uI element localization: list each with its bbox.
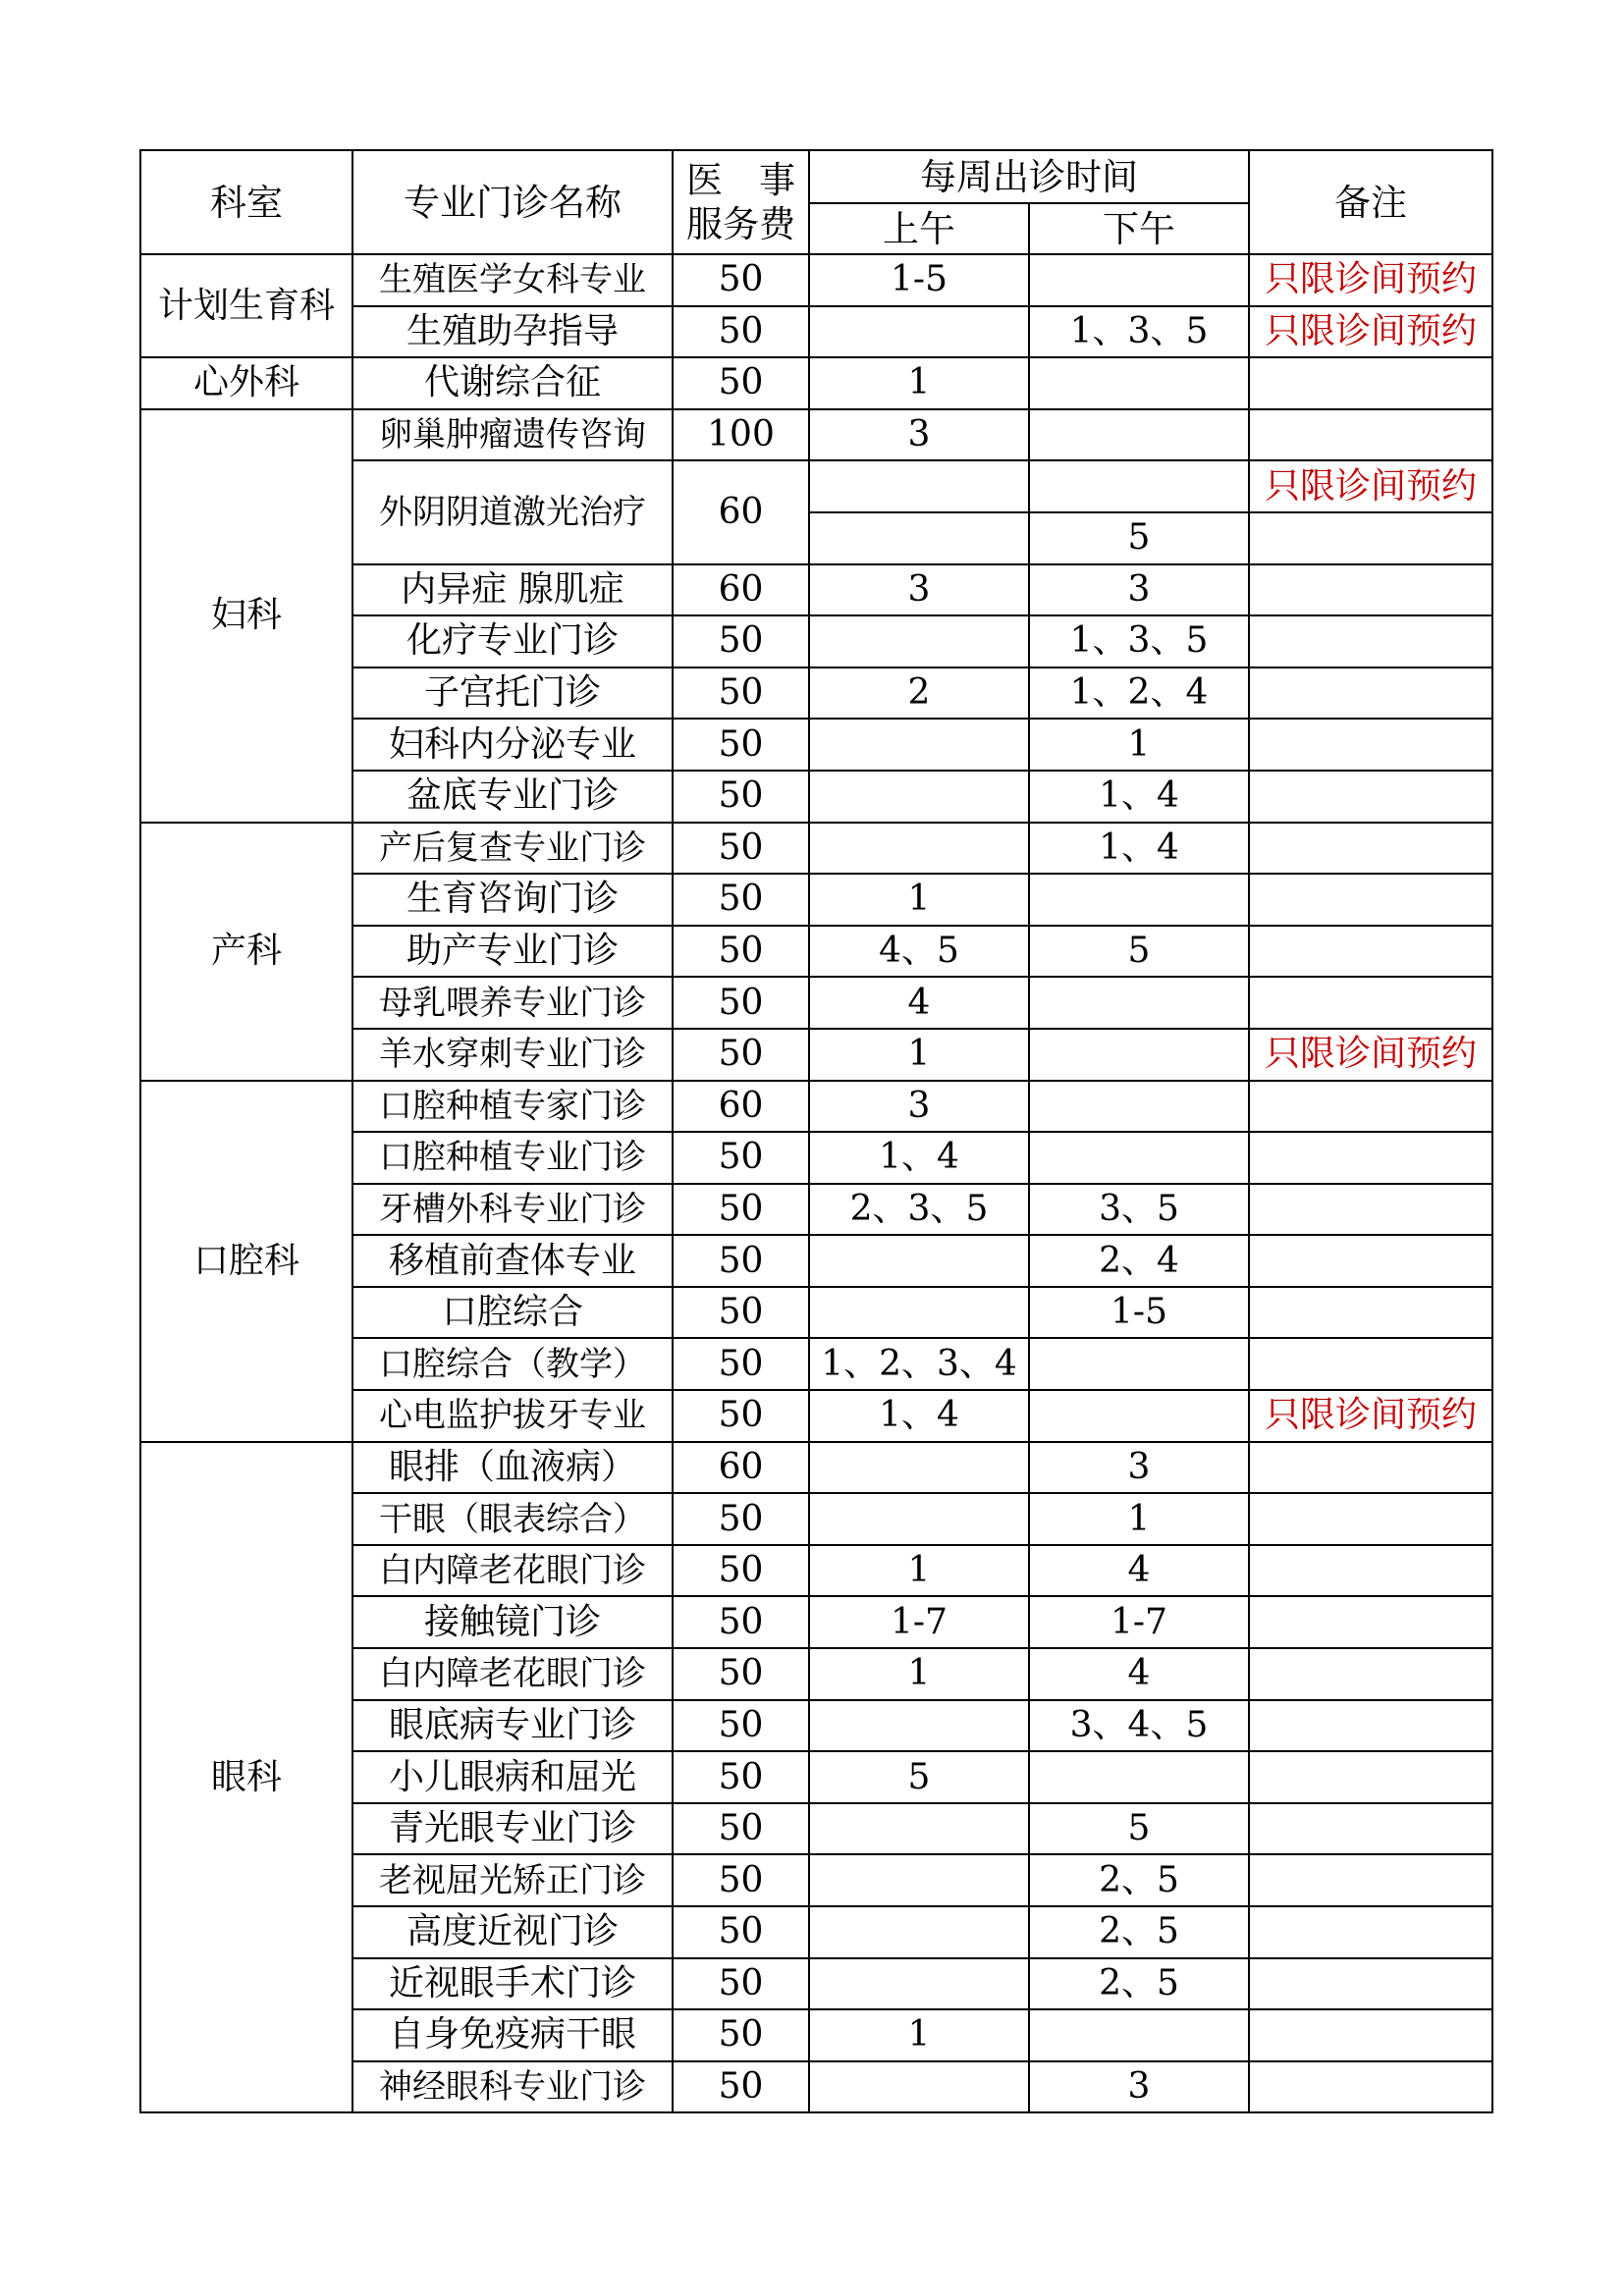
note-cell: [1249, 977, 1492, 1029]
department-cell: 计划生育科: [140, 254, 352, 357]
fee-cell: 50: [673, 1029, 809, 1081]
clinic-name-cell: 生殖助孕指导: [352, 306, 673, 358]
header-note: 备注: [1249, 150, 1492, 254]
table-body: [140, 254, 1492, 2112]
fee-cell: 50: [673, 1338, 809, 1390]
pm-schedule-cell: 4: [1029, 1545, 1249, 1597]
header-fee-line1: 医 事: [686, 158, 795, 201]
header-pm: 下午: [1029, 203, 1249, 254]
clinic-name-cell: 化疗专业门诊: [352, 615, 673, 667]
pm-schedule-cell: 1、3、5: [1029, 306, 1249, 358]
note-cell: [1249, 2061, 1492, 2113]
am-schedule-cell: 1、4: [809, 1390, 1029, 1442]
fee-cell: 50: [673, 306, 809, 358]
fee-cell: 50: [673, 254, 809, 306]
table-row: [140, 1081, 1492, 1133]
note-cell: [1249, 1958, 1492, 2010]
note-cell: [1249, 357, 1492, 409]
note-cell: [1249, 2009, 1492, 2061]
note-cell: [1249, 719, 1492, 771]
fee-cell: 50: [673, 1906, 809, 1958]
note-cell: [1249, 823, 1492, 875]
am-schedule-cell: 5: [809, 1751, 1029, 1803]
note-cell: [1249, 564, 1492, 616]
pm-schedule-cell: [1029, 1338, 1249, 1390]
pm-schedule-cell: 2、5: [1029, 1854, 1249, 1906]
am-schedule-cell: [809, 823, 1029, 875]
am-schedule-cell: 1: [809, 1029, 1029, 1081]
pm-schedule-cell: 1: [1029, 719, 1249, 771]
pm-schedule-cell: 2、5: [1029, 1906, 1249, 1958]
note-cell: [1249, 1184, 1492, 1236]
am-schedule-cell: 1: [809, 2009, 1029, 2061]
am-schedule-cell: [809, 1287, 1029, 1339]
clinic-name-cell: 子宫托门诊: [352, 667, 673, 720]
fee-cell: 50: [673, 1803, 809, 1855]
note-cell: [1249, 1442, 1492, 1494]
clinic-name-cell: 妇科内分泌专业: [352, 719, 673, 771]
table-header: [140, 150, 1492, 254]
clinic-name-cell: 神经眼科专业门诊: [352, 2061, 673, 2113]
fee-cell: 50: [673, 2061, 809, 2113]
note-cell: [1249, 1235, 1492, 1287]
am-schedule-cell: [809, 1235, 1029, 1287]
am-schedule-cell: [809, 460, 1029, 512]
fee-cell: 60: [673, 564, 809, 616]
clinic-name-cell: 母乳喂养专业门诊: [352, 977, 673, 1029]
pm-schedule-cell: 3: [1029, 1442, 1249, 1494]
pm-schedule-cell: 1、4: [1029, 771, 1249, 823]
clinic-name-cell: 口腔种植专家门诊: [352, 1081, 673, 1133]
note-cell: 只限诊间预约: [1249, 460, 1492, 512]
fee-cell: 60: [673, 460, 809, 563]
note-cell: 只限诊间预约: [1249, 306, 1492, 358]
note-cell: [1249, 1751, 1492, 1803]
department-cell: 妇科: [140, 409, 352, 823]
fee-cell: 50: [673, 1596, 809, 1648]
am-schedule-cell: 1: [809, 1648, 1029, 1700]
am-schedule-cell: [809, 771, 1029, 823]
clinic-name-cell: 小儿眼病和屈光: [352, 1751, 673, 1803]
am-schedule-cell: 2、3、5: [809, 1184, 1029, 1236]
clinic-name-cell: 近视眼手术门诊: [352, 1958, 673, 2010]
clinic-name-cell: 生育咨询门诊: [352, 874, 673, 926]
department-cell: 心外科: [140, 357, 352, 409]
clinic-name-cell: 代谢综合征: [352, 357, 673, 409]
note-cell: [1249, 409, 1492, 461]
clinic-schedule-table: [139, 149, 1493, 2113]
table-row: [140, 254, 1492, 306]
note-cell: [1249, 1700, 1492, 1752]
fee-cell: 50: [673, 357, 809, 409]
note-cell: [1249, 1493, 1492, 1545]
clinic-name-cell: 口腔综合（教学）: [352, 1338, 673, 1390]
fee-cell: 50: [673, 926, 809, 978]
pm-schedule-cell: 3、5: [1029, 1184, 1249, 1236]
am-schedule-cell: [809, 1906, 1029, 1958]
note-cell: [1249, 1132, 1492, 1184]
pm-schedule-cell: 1-7: [1029, 1596, 1249, 1648]
clinic-name-cell: 助产专业门诊: [352, 926, 673, 978]
pm-schedule-cell: 3、4、5: [1029, 1700, 1249, 1752]
clinic-name-cell: 牙槽外科专业门诊: [352, 1184, 673, 1236]
am-schedule-cell: 3: [809, 1081, 1029, 1133]
note-cell: [1249, 615, 1492, 667]
clinic-name-cell: 老视屈光矫正门诊: [352, 1854, 673, 1906]
note-cell: [1249, 1854, 1492, 1906]
clinic-name-cell: 白内障老花眼门诊: [352, 1648, 673, 1700]
fee-cell: 50: [673, 1854, 809, 1906]
am-schedule-cell: 4、5: [809, 926, 1029, 978]
am-schedule-cell: 1-7: [809, 1596, 1029, 1648]
fee-cell: 50: [673, 1493, 809, 1545]
am-schedule-cell: 1: [809, 874, 1029, 926]
fee-cell: 60: [673, 1442, 809, 1494]
pm-schedule-cell: [1029, 1390, 1249, 1442]
am-schedule-cell: [809, 1442, 1029, 1494]
clinic-name-cell: 高度近视门诊: [352, 1906, 673, 1958]
clinic-name-cell: 眼底病专业门诊: [352, 1700, 673, 1752]
pm-schedule-cell: [1029, 460, 1249, 512]
note-cell: [1249, 1803, 1492, 1855]
note-cell: [1249, 1596, 1492, 1648]
pm-schedule-cell: 2、4: [1029, 1235, 1249, 1287]
fee-cell: 50: [673, 1545, 809, 1597]
pm-schedule-cell: [1029, 874, 1249, 926]
fee-cell: 50: [673, 1751, 809, 1803]
clinic-name-cell: 眼排（血液病）: [352, 1442, 673, 1494]
pm-schedule-cell: [1029, 1132, 1249, 1184]
clinic-name-cell: 盆底专业门诊: [352, 771, 673, 823]
am-schedule-cell: 1: [809, 357, 1029, 409]
am-schedule-cell: [809, 2061, 1029, 2113]
am-schedule-cell: 1-5: [809, 254, 1029, 306]
am-schedule-cell: 1、2、3、4: [809, 1338, 1029, 1390]
fee-cell: 50: [673, 2009, 809, 2061]
pm-schedule-cell: 5: [1029, 926, 1249, 978]
fee-cell: 50: [673, 823, 809, 875]
header-am: 上午: [809, 203, 1029, 254]
fee-cell: 50: [673, 1958, 809, 2010]
pm-schedule-cell: 5: [1029, 1803, 1249, 1855]
am-schedule-cell: 4: [809, 977, 1029, 1029]
clinic-name-cell: 内异症 腺肌症: [352, 564, 673, 616]
fee-cell: 50: [673, 771, 809, 823]
note-cell: [1249, 1287, 1492, 1339]
header-fee-line2: 服务费: [686, 203, 795, 245]
pm-schedule-cell: [1029, 977, 1249, 1029]
pm-schedule-cell: [1029, 409, 1249, 461]
note-cell: 只限诊间预约: [1249, 1390, 1492, 1442]
pm-schedule-cell: [1029, 2009, 1249, 2061]
fee-cell: 50: [673, 1390, 809, 1442]
table-row: [140, 357, 1492, 409]
am-schedule-cell: [809, 1493, 1029, 1545]
department-cell: 眼科: [140, 1442, 352, 2113]
clinic-name-cell: 口腔种植专业门诊: [352, 1132, 673, 1184]
clinic-name-cell: 青光眼专业门诊: [352, 1803, 673, 1855]
pm-schedule-cell: 1: [1029, 1493, 1249, 1545]
note-cell: [1249, 1338, 1492, 1390]
clinic-name-cell: 羊水穿刺专业门诊: [352, 1029, 673, 1081]
pm-schedule-cell: 5: [1029, 512, 1249, 564]
clinic-name-cell: 产后复查专业门诊: [352, 823, 673, 875]
am-schedule-cell: [809, 719, 1029, 771]
am-schedule-cell: 1: [809, 1545, 1029, 1597]
table-row: [140, 409, 1492, 461]
table-row: [140, 823, 1492, 875]
fee-cell: 50: [673, 874, 809, 926]
pm-schedule-cell: 2、5: [1029, 1958, 1249, 2010]
header-weekly-schedule: 每周出诊时间: [809, 150, 1249, 203]
am-schedule-cell: [809, 1958, 1029, 2010]
fee-cell: 50: [673, 1235, 809, 1287]
clinic-name-cell: 干眼（眼表综合）: [352, 1493, 673, 1545]
fee-cell: 100: [673, 409, 809, 461]
fee-cell: 50: [673, 719, 809, 771]
pm-schedule-cell: 1、2、4: [1029, 667, 1249, 720]
clinic-name-cell: 卵巢肿瘤遗传咨询: [352, 409, 673, 461]
department-cell: 产科: [140, 823, 352, 1081]
am-schedule-cell: 3: [809, 564, 1029, 616]
pm-schedule-cell: [1029, 357, 1249, 409]
am-schedule-cell: [809, 1854, 1029, 1906]
am-schedule-cell: [809, 1803, 1029, 1855]
fee-cell: 50: [673, 977, 809, 1029]
note-cell: [1249, 874, 1492, 926]
header-dept: 科室: [140, 150, 352, 254]
fee-cell: 50: [673, 1287, 809, 1339]
note-cell: [1249, 1906, 1492, 1958]
clinic-name-cell: 自身免疫病干眼: [352, 2009, 673, 2061]
note-cell: [1249, 926, 1492, 978]
am-schedule-cell: [809, 306, 1029, 358]
fee-cell: 50: [673, 1184, 809, 1236]
note-cell: [1249, 667, 1492, 720]
fee-cell: 50: [673, 1648, 809, 1700]
fee-cell: 60: [673, 1081, 809, 1133]
note-cell: [1249, 1545, 1492, 1597]
pm-schedule-cell: [1029, 1029, 1249, 1081]
am-schedule-cell: [809, 512, 1029, 564]
table-row: [140, 1442, 1492, 1494]
clinic-name-cell: 移植前查体专业: [352, 1235, 673, 1287]
pm-schedule-cell: [1029, 1081, 1249, 1133]
clinic-name-cell: 外阴阴道激光治疗: [352, 460, 673, 563]
fee-cell: 50: [673, 667, 809, 720]
am-schedule-cell: 2: [809, 667, 1029, 720]
pm-schedule-cell: [1029, 1751, 1249, 1803]
pm-schedule-cell: 3: [1029, 2061, 1249, 2113]
note-cell: [1249, 771, 1492, 823]
clinic-name-cell: 白内障老花眼门诊: [352, 1545, 673, 1597]
am-schedule-cell: 3: [809, 409, 1029, 461]
pm-schedule-cell: [1029, 254, 1249, 306]
note-cell: 只限诊间预约: [1249, 254, 1492, 306]
header-clinic-name: 专业门诊名称: [352, 150, 673, 254]
clinic-name-cell: 生殖医学女科专业: [352, 254, 673, 306]
am-schedule-cell: [809, 615, 1029, 667]
header-fee: [673, 150, 809, 254]
pm-schedule-cell: 3: [1029, 564, 1249, 616]
department-cell: 口腔科: [140, 1081, 352, 1442]
clinic-name-cell: 心电监护拔牙专业: [352, 1390, 673, 1442]
fee-cell: 50: [673, 1132, 809, 1184]
note-cell: [1249, 512, 1492, 564]
clinic-name-cell: 接触镜门诊: [352, 1596, 673, 1648]
clinic-name-cell: 口腔综合: [352, 1287, 673, 1339]
pm-schedule-cell: 1、3、5: [1029, 615, 1249, 667]
note-cell: [1249, 1648, 1492, 1700]
pm-schedule-cell: 1、4: [1029, 823, 1249, 875]
note-cell: [1249, 1081, 1492, 1133]
am-schedule-cell: [809, 1700, 1029, 1752]
fee-cell: 50: [673, 615, 809, 667]
fee-cell: 50: [673, 1700, 809, 1752]
am-schedule-cell: 1、4: [809, 1132, 1029, 1184]
note-cell: 只限诊间预约: [1249, 1029, 1492, 1081]
pm-schedule-cell: 4: [1029, 1648, 1249, 1700]
pm-schedule-cell: 1-5: [1029, 1287, 1249, 1339]
